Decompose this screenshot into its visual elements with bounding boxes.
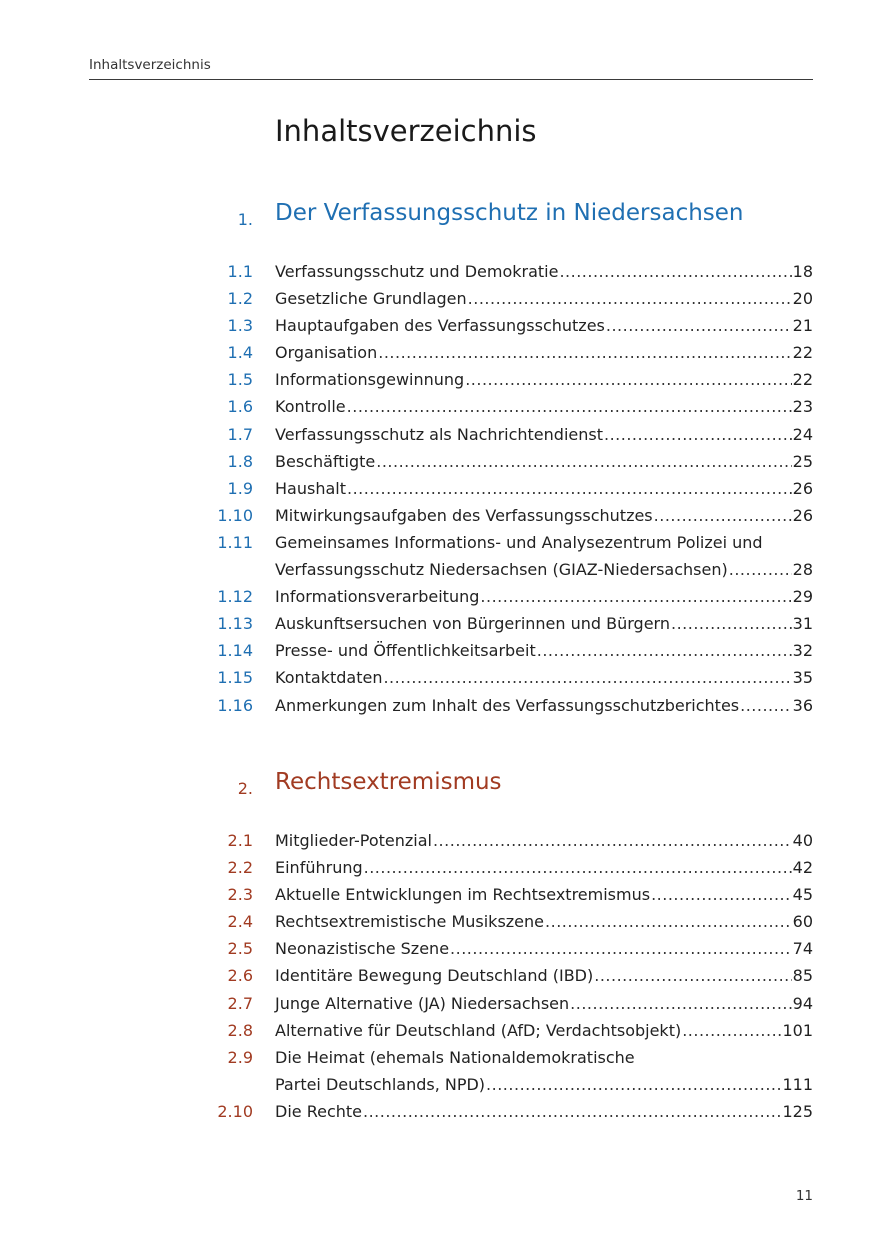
section-number: 2. — [237, 779, 253, 798]
dot-leader — [654, 502, 792, 529]
toc-entry-page: 111 — [782, 1074, 813, 1094]
toc-entry-page: 22 — [792, 370, 813, 390]
toc-entry-page: 29 — [792, 587, 813, 607]
section-number: 1. — [237, 210, 253, 229]
toc-entry-page: 21 — [792, 316, 813, 336]
dot-leader — [347, 393, 792, 420]
toc-entry-body — [275, 448, 813, 475]
toc-entry[interactable] — [0, 448, 875, 475]
toc-entry-title: Kontrolle — [275, 397, 346, 417]
toc-entry-page: 74 — [792, 939, 813, 959]
toc-entry-number: 1.16 — [217, 695, 253, 715]
toc-entry-body — [275, 1017, 813, 1044]
toc-entry-page: 23 — [792, 397, 813, 417]
toc-entry-number: 1.10 — [217, 505, 253, 525]
toc-entry-title: Rechtsextremistische Musikszene — [275, 912, 545, 932]
toc-entry-number: 1.11 — [217, 532, 253, 552]
toc-entry[interactable] — [0, 827, 875, 854]
dot-leader — [559, 258, 791, 285]
toc-entry-title: Mitglieder-Potenzial — [275, 831, 432, 850]
toc-entry-page: 60 — [792, 912, 813, 932]
toc-entry-page: 94 — [792, 993, 813, 1013]
toc-entry-page: 42 — [792, 858, 813, 878]
toc-entry-body — [275, 312, 813, 339]
toc-entry-number: 1.14 — [217, 641, 253, 661]
toc-entry-number: 1.5 — [227, 370, 253, 390]
toc-entry-title: Verfassungsschutz als Nachrichtendienst — [275, 424, 603, 444]
section-title: Der Verfassungsschutz in Niedersachsen — [275, 200, 744, 226]
toc-entry[interactable] — [0, 583, 875, 610]
toc-entry-number: 2.2 — [227, 858, 253, 878]
toc-entry-body — [275, 610, 813, 637]
toc-entry-page: 85 — [792, 966, 813, 986]
toc-entry-page: 26 — [792, 505, 813, 525]
toc-entry[interactable] — [0, 990, 875, 1017]
toc-entry-page: 26 — [792, 478, 813, 498]
toc-entry-title: Organisation — [275, 343, 378, 363]
toc-entry-title: Identitäre Bewegung Deutschland (IBD) — [275, 966, 594, 986]
toc-entry-body — [275, 637, 813, 664]
page-number: 11 — [795, 1188, 813, 1204]
toc-entry-line — [275, 637, 813, 664]
toc-entry[interactable] — [0, 854, 875, 881]
toc-entry-line — [275, 854, 813, 881]
dot-leader — [363, 1098, 781, 1125]
toc-entry-page: 18 — [792, 262, 813, 281]
toc-entry-number: 1.13 — [217, 614, 253, 634]
toc-entry-body — [275, 529, 813, 583]
toc-entry-title: Neonazistische Szene — [275, 939, 450, 959]
toc-entry-page: 24 — [792, 424, 813, 444]
toc-entry[interactable] — [0, 664, 875, 691]
dot-leader — [468, 285, 792, 312]
toc-entry-number: 1.6 — [227, 397, 253, 417]
toc-entry-title: Haushalt — [275, 478, 346, 498]
toc-entry-line — [275, 692, 813, 719]
toc-entry-title: Aktuelle Entwicklungen im Rechtsextremismus — [275, 885, 651, 905]
toc-entry-title: Gemeinsames Informations- und Analysezentrum Polizei und — [275, 532, 763, 552]
toc-entry[interactable] — [0, 908, 875, 935]
toc-entry-body — [275, 1044, 813, 1098]
dot-leader — [347, 475, 792, 502]
toc-entry-line — [275, 448, 813, 475]
toc-entry-number: 2.8 — [227, 1020, 253, 1040]
toc-section-1 — [0, 200, 875, 715]
toc-entry-line — [275, 908, 813, 935]
toc-entry-number: 2.1 — [227, 831, 253, 850]
toc-entry-body — [275, 827, 813, 854]
dot-leader — [480, 583, 791, 610]
toc-entry-line — [275, 339, 813, 366]
dot-leader — [606, 312, 792, 339]
toc-entry[interactable] — [0, 962, 875, 989]
toc-entry-body — [275, 393, 813, 420]
toc-entry-page: 31 — [792, 614, 813, 634]
toc-entry-number: 1.7 — [227, 424, 253, 444]
toc-entry-number: 1.1 — [227, 262, 253, 281]
toc-entry-body — [275, 908, 813, 935]
toc-entry[interactable] — [0, 1098, 875, 1125]
toc-entry-line — [275, 610, 813, 637]
dot-leader — [537, 637, 792, 664]
toc-entry-body — [275, 285, 813, 312]
toc-entry[interactable] — [0, 935, 875, 962]
dot-leader — [671, 610, 792, 637]
toc-entry-title: Verfassungsschutz Niedersachsen (GIAZ-Niedersachsen) — [275, 560, 728, 580]
toc-entry-title: Mitwirkungsaufgaben des Verfassungsschutzes — [275, 505, 653, 525]
toc-entry-page: 28 — [792, 560, 813, 580]
toc-entry-line — [275, 1044, 813, 1071]
toc-entry-number: 2.4 — [227, 912, 253, 932]
toc-entry-line — [275, 935, 813, 962]
dot-leader — [570, 990, 792, 1017]
dot-leader — [682, 1017, 781, 1044]
section-title: Rechtsextremismus — [275, 769, 502, 795]
toc-entry-line — [275, 502, 813, 529]
toc-entry-number: 1.2 — [227, 289, 253, 309]
toc-entry[interactable] — [0, 610, 875, 637]
toc-entry-number: 2.3 — [227, 885, 253, 905]
toc-entry-title: Junge Alternative (JA) Niedersachsen — [275, 993, 570, 1013]
toc-entry-body — [275, 881, 813, 908]
toc-entry-number: 2.7 — [227, 993, 253, 1013]
toc-entry-line — [275, 583, 813, 610]
toc-entry-page: 25 — [792, 451, 813, 471]
toc-entry-body — [275, 1098, 813, 1125]
toc-entry[interactable] — [0, 692, 875, 719]
toc-entry-title: Die Rechte — [275, 1101, 362, 1121]
header-rule — [89, 79, 813, 80]
dot-leader — [433, 827, 792, 854]
toc-entry-number: 2.10 — [217, 1101, 253, 1121]
toc-entry[interactable] — [0, 312, 875, 339]
toc-entry[interactable] — [0, 502, 875, 529]
toc-entry-title: Gesetzliche Grundlagen — [275, 289, 467, 309]
toc-entry-title: Einführung — [275, 858, 363, 878]
toc-entry-page: 20 — [792, 289, 813, 309]
toc-entry-number: 2.6 — [227, 966, 253, 986]
toc-entry-line — [275, 393, 813, 420]
toc-entry-page: 22 — [792, 343, 813, 363]
toc-entry[interactable] — [0, 475, 875, 502]
toc-entry-line — [275, 1017, 813, 1044]
toc-entry-number: 2.9 — [227, 1047, 253, 1067]
toc-entries — [0, 258, 875, 719]
toc-entry-line — [275, 366, 813, 393]
dot-leader — [545, 908, 792, 935]
toc-entry-body — [275, 664, 813, 691]
toc-entry-page: 32 — [792, 641, 813, 661]
toc-entry-number: 1.4 — [227, 343, 253, 363]
toc-entry-line — [275, 475, 813, 502]
dot-leader — [465, 366, 791, 393]
toc-entry-body — [275, 990, 813, 1017]
toc-entry-line — [275, 285, 813, 312]
dot-leader — [378, 339, 791, 366]
dot-leader — [376, 448, 791, 475]
toc-section-2 — [0, 769, 875, 1121]
toc-entry[interactable] — [0, 393, 875, 420]
toc-entry[interactable] — [0, 258, 875, 285]
toc-entry-title: Alternative für Deutschland (AfD; Verdachtsobjekt) — [275, 1020, 682, 1040]
toc-entry[interactable] — [0, 1044, 875, 1098]
dot-leader — [364, 854, 792, 881]
toc-entry-title: Hauptaufgaben des Verfassungsschutzes — [275, 316, 605, 336]
dot-leader — [740, 692, 792, 719]
toc-entry[interactable] — [0, 1017, 875, 1044]
toc-entry-page: 125 — [782, 1101, 813, 1121]
toc-entry-title: Presse- und Öffentlichkeitsarbeit — [275, 641, 536, 661]
toc-entry-title: Kontaktdaten — [275, 668, 383, 688]
toc-entry[interactable] — [0, 529, 875, 583]
toc-entry-page: 45 — [792, 885, 813, 905]
toc-entry-body — [275, 962, 813, 989]
toc-entry-line — [275, 312, 813, 339]
toc-entry-number: 1.15 — [217, 668, 253, 688]
toc-entry-title: Die Heimat (ehemals Nationaldemokratische — [275, 1047, 635, 1067]
toc-entry[interactable] — [0, 339, 875, 366]
toc-entry-body — [275, 854, 813, 881]
toc-entry[interactable] — [0, 421, 875, 448]
toc-entry-body — [275, 502, 813, 529]
dot-leader — [604, 421, 792, 448]
toc-entry-body — [275, 475, 813, 502]
section-heading — [0, 200, 875, 240]
dot-leader — [486, 1071, 781, 1098]
toc-entry-body — [275, 258, 813, 285]
toc-entry-page: 40 — [792, 831, 813, 850]
toc-entry[interactable] — [0, 637, 875, 664]
toc-entry-number: 2.5 — [227, 939, 253, 959]
toc-entry-body — [275, 339, 813, 366]
toc-entry-title: Informationsgewinnung — [275, 370, 465, 390]
toc-entry-number: 1.8 — [227, 451, 253, 471]
toc-entry[interactable] — [0, 881, 875, 908]
dot-leader — [729, 556, 792, 583]
toc-entry-body — [275, 421, 813, 448]
toc-entry-line — [275, 990, 813, 1017]
toc-entry-line — [275, 962, 813, 989]
dot-leader — [383, 664, 791, 691]
toc-entry-line — [275, 258, 813, 285]
toc-entry-line — [275, 881, 813, 908]
toc-entry-body — [275, 935, 813, 962]
toc-entry[interactable] — [0, 366, 875, 393]
dot-leader — [450, 935, 792, 962]
section-heading — [0, 769, 875, 809]
toc-entries — [0, 827, 875, 1125]
toc-entry[interactable] — [0, 285, 875, 312]
toc-entry-title: Informationsverarbeitung — [275, 587, 480, 607]
toc-entry-line — [275, 556, 813, 583]
toc-entry-title: Beschäftigte — [275, 451, 376, 471]
toc-entry-body — [275, 583, 813, 610]
toc-entry-line — [275, 421, 813, 448]
toc-entry-body — [275, 692, 813, 719]
toc-entry-page: 35 — [792, 668, 813, 688]
toc-entry-body — [275, 366, 813, 393]
toc-entry-line — [275, 827, 813, 854]
toc-entry-number: 1.12 — [217, 587, 253, 607]
running-header: Inhaltsverzeichnis — [89, 57, 211, 73]
toc-entry-title: Auskunftsersuchen von Bürgerinnen und Bürgern — [275, 614, 670, 634]
dot-leader — [594, 962, 791, 989]
toc-entry-title: Verfassungsschutz und Demokratie — [275, 262, 559, 281]
toc-entry-line — [275, 1098, 813, 1125]
toc-entry-page: 36 — [792, 695, 813, 715]
toc-entry-number: 1.3 — [227, 316, 253, 336]
toc-entry-page: 101 — [782, 1020, 813, 1040]
toc-entry-title: Partei Deutschlands, NPD) — [275, 1074, 486, 1094]
toc-entry-line — [275, 664, 813, 691]
page-title: Inhaltsverzeichnis — [275, 114, 537, 148]
toc-entry-number: 1.9 — [227, 478, 253, 498]
toc-entry-line — [275, 529, 813, 556]
dot-leader — [651, 881, 792, 908]
toc-entry-line — [275, 1071, 813, 1098]
toc-entry-title: Anmerkungen zum Inhalt des Verfassungsschutzberichtes — [275, 695, 740, 715]
